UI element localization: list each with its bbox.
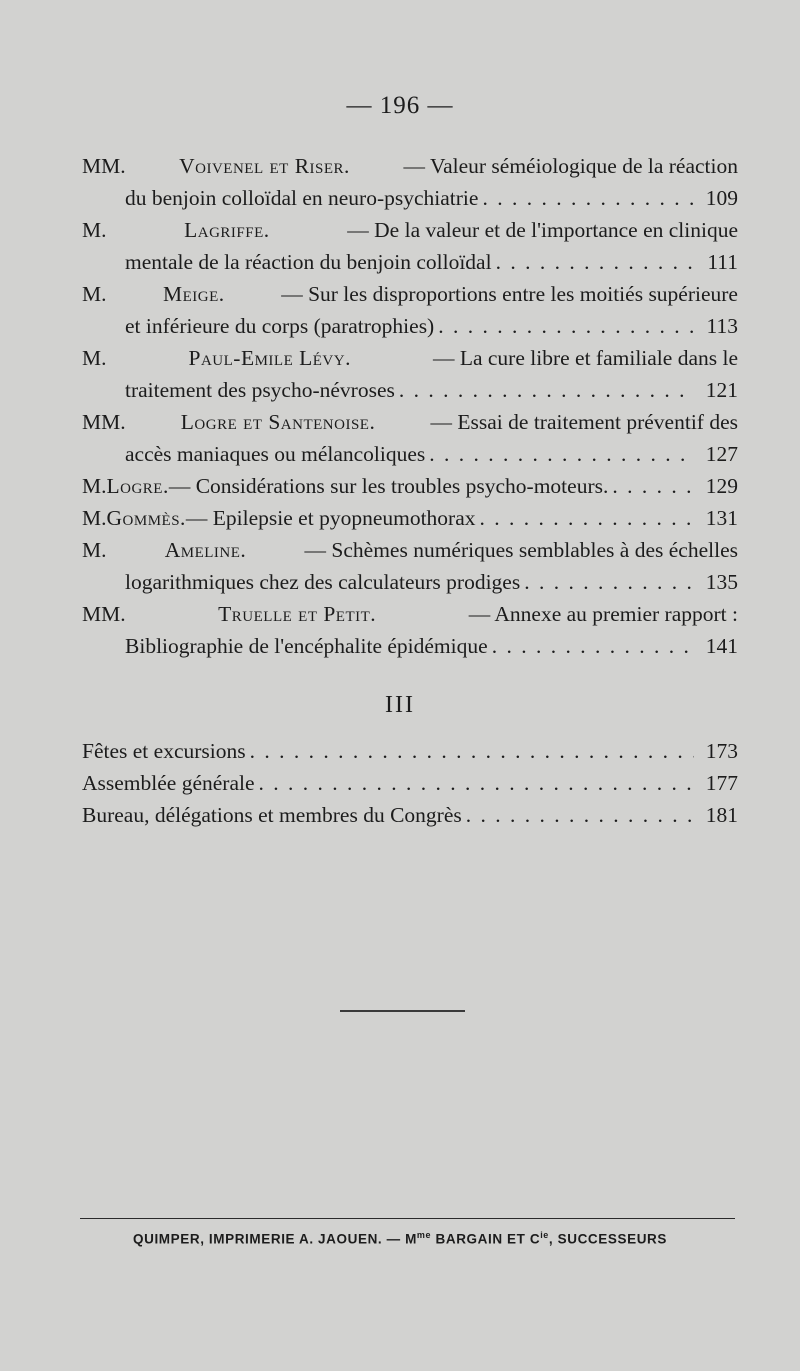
entry-authors: Paul-Emile Lévy. bbox=[188, 346, 351, 370]
entry-prefix: MM. bbox=[82, 154, 126, 178]
toc-entry-line bbox=[82, 182, 738, 214]
dot-leader bbox=[438, 310, 694, 342]
divider bbox=[340, 1010, 465, 1012]
entry-page: 121 bbox=[705, 378, 738, 402]
entry-title: — La cure libre et familiale dans le bbox=[432, 346, 738, 370]
footer-rule bbox=[80, 1218, 735, 1219]
section-contents bbox=[82, 735, 738, 831]
entry-page: 131 bbox=[705, 506, 738, 530]
toc-entry bbox=[82, 342, 738, 406]
entry-title-continued: mentale de la réaction du benjoin colloïdal bbox=[125, 250, 492, 274]
entry-title: — Valeur séméiologique de la réaction bbox=[403, 154, 738, 178]
imprint-sup-2: ie bbox=[540, 1230, 549, 1240]
entry-title: Bureau, délégations et membres du Congrès bbox=[82, 803, 462, 827]
entry-authors: Ameline. bbox=[164, 538, 247, 562]
imprint-part-2: BARGAIN ET C bbox=[431, 1231, 541, 1247]
dot-leader bbox=[480, 502, 694, 534]
entry-page: 141 bbox=[705, 634, 738, 658]
toc-entry bbox=[82, 799, 738, 831]
toc-entry bbox=[82, 767, 738, 799]
dot-leader bbox=[612, 470, 694, 502]
entry-title: Assemblée générale bbox=[82, 771, 255, 795]
entry-prefix: M. bbox=[82, 506, 107, 530]
toc-entry-line bbox=[82, 534, 738, 566]
toc-entry bbox=[82, 214, 738, 278]
toc-entry-line bbox=[82, 799, 738, 831]
entry-prefix: M. bbox=[82, 538, 107, 562]
entry-authors: Voivenel et Riser. bbox=[179, 154, 350, 178]
entry-title: — Essai de traitement préventif des bbox=[430, 410, 738, 434]
entry-page: 181 bbox=[705, 803, 738, 827]
imprint-part-3: , SUCCESSEURS bbox=[548, 1231, 667, 1247]
entry-title: — Annexe au premier rapport : bbox=[468, 602, 738, 626]
dot-leader bbox=[250, 735, 694, 767]
entry-title-continued: logarithmiques chez des calculateurs prodiges bbox=[125, 570, 521, 594]
table-of-contents bbox=[82, 150, 738, 662]
toc-entry bbox=[82, 735, 738, 767]
entry-authors: Meige. bbox=[163, 282, 225, 306]
entry-title: — Schèmes numériques semblables à des échelles bbox=[304, 538, 738, 562]
dot-leader bbox=[496, 246, 694, 278]
toc-entry-line bbox=[82, 767, 738, 799]
toc-entry bbox=[82, 150, 738, 214]
toc-entry-line bbox=[82, 502, 738, 534]
entry-page: 127 bbox=[705, 442, 738, 466]
entry-title: Fêtes et excursions bbox=[82, 739, 246, 763]
entry-title: — De la valeur et de l'importance en clinique bbox=[347, 218, 738, 242]
entry-page: 109 bbox=[705, 186, 738, 210]
toc-entry bbox=[82, 406, 738, 470]
entry-prefix: M. bbox=[82, 218, 107, 242]
dot-leader bbox=[429, 438, 694, 470]
page-number: — 196 — bbox=[346, 92, 454, 119]
imprint-part-1: QUIMPER, IMPRIMERIE A. JAOUEN. — M bbox=[133, 1231, 417, 1247]
dot-leader bbox=[466, 799, 694, 831]
dot-leader bbox=[492, 630, 694, 662]
imprint-sup-1: me bbox=[416, 1230, 432, 1240]
dot-leader bbox=[482, 182, 694, 214]
toc-entry bbox=[82, 534, 738, 598]
printer-imprint bbox=[0, 1230, 800, 1247]
entry-title: — Considérations sur les troubles psycho-moteurs. bbox=[168, 474, 609, 498]
toc-entry-line bbox=[82, 374, 738, 406]
entry-title-continued: et inférieure du corps (paratrophies) bbox=[125, 314, 435, 338]
toc-entry-line bbox=[82, 150, 738, 182]
entry-page: 113 bbox=[706, 314, 738, 338]
entry-title-continued: du benjoin colloïdal en neuro-psychiatrie bbox=[125, 186, 479, 210]
toc-entry-line bbox=[82, 598, 738, 630]
toc-entry-line bbox=[82, 246, 738, 278]
entry-prefix: MM. bbox=[82, 410, 126, 434]
entry-title-continued: accès maniaques ou mélancoliques bbox=[125, 442, 426, 466]
toc-entry-line bbox=[82, 438, 738, 470]
entry-title: — Sur les disproportions entre les moitiés supérieure bbox=[281, 282, 738, 306]
entry-page: 129 bbox=[705, 474, 738, 498]
dot-leader bbox=[524, 566, 694, 598]
toc-entry-line bbox=[82, 735, 738, 767]
dot-leader bbox=[399, 374, 694, 406]
entry-authors: Gommès. bbox=[106, 506, 186, 530]
entry-authors: Truelle et Petit. bbox=[218, 602, 377, 626]
entry-title-continued: traitement des psycho-névroses bbox=[125, 378, 395, 402]
entry-authors: Lagriffe. bbox=[184, 218, 270, 242]
toc-entry-line bbox=[82, 566, 738, 598]
entry-page: 111 bbox=[707, 250, 738, 274]
entry-prefix: M. bbox=[82, 346, 107, 370]
toc-entry-line bbox=[82, 470, 738, 502]
entry-page: 177 bbox=[705, 771, 738, 795]
entry-page: 173 bbox=[705, 739, 738, 763]
toc-entry-line bbox=[82, 310, 738, 342]
toc-entry bbox=[82, 470, 738, 502]
entry-title-continued: Bibliographie de l'encéphalite épidémique bbox=[125, 634, 488, 658]
section-heading: III bbox=[385, 692, 415, 718]
toc-entry bbox=[82, 598, 738, 662]
entry-title: — Epilepsie et pyopneumothorax bbox=[185, 506, 476, 530]
toc-entry-line bbox=[82, 342, 738, 374]
entry-prefix: M. bbox=[82, 282, 107, 306]
dot-leader bbox=[259, 767, 694, 799]
toc-entry-line bbox=[82, 214, 738, 246]
entry-authors: Logre. bbox=[106, 474, 169, 498]
entry-authors: Logre et Santenoise. bbox=[180, 410, 376, 434]
entry-page: 135 bbox=[705, 570, 738, 594]
toc-entry-line bbox=[82, 406, 738, 438]
toc-entry-line bbox=[82, 630, 738, 662]
entry-prefix: M. bbox=[82, 474, 107, 498]
toc-entry bbox=[82, 278, 738, 342]
toc-entry bbox=[82, 502, 738, 534]
entry-prefix: MM. bbox=[82, 602, 126, 626]
toc-entry-line bbox=[82, 278, 738, 310]
